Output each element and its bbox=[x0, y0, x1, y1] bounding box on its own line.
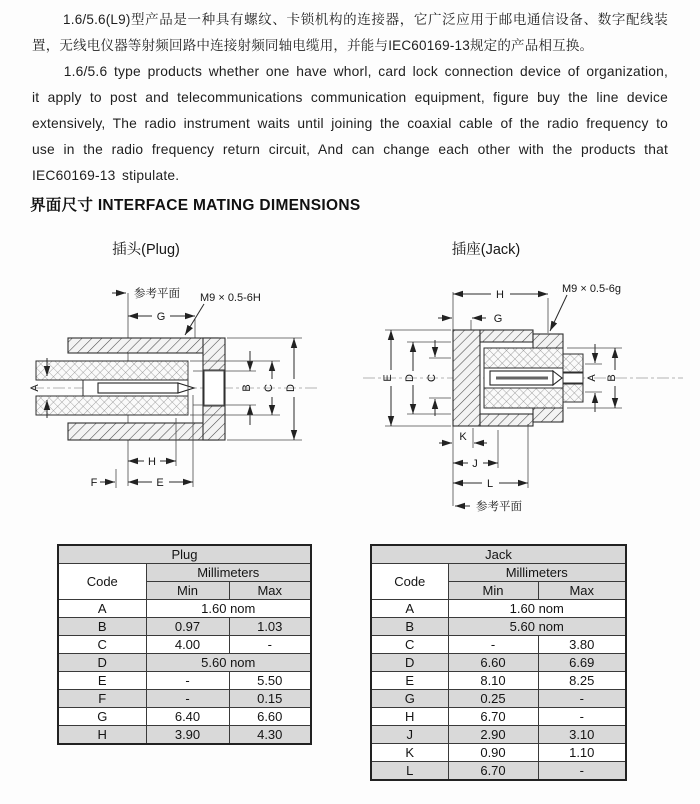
jack-drawing bbox=[358, 278, 688, 518]
table-row bbox=[58, 708, 311, 726]
plug-front-opening bbox=[204, 370, 224, 406]
jack-dim-K bbox=[439, 428, 487, 448]
dim-max-cell: - bbox=[538, 708, 626, 726]
dim-code-cell: E bbox=[371, 672, 448, 690]
plug-dim-h-label: H bbox=[148, 456, 156, 468]
jack-dim-H bbox=[453, 289, 548, 333]
jack-dim-k-label: K bbox=[459, 431, 467, 443]
plug-thread-label: M9 × 0.5-6H bbox=[200, 292, 261, 304]
plug-dim-b-label: B bbox=[241, 384, 253, 392]
dim-code-cell: C bbox=[371, 636, 448, 654]
plug-center-pin bbox=[98, 383, 178, 393]
jack-thread-callout bbox=[550, 283, 621, 331]
dim-max-cell: 4.30 bbox=[229, 726, 311, 745]
jack-cable-conductor bbox=[563, 373, 583, 383]
dim-code-cell: A bbox=[58, 600, 146, 618]
jack-dim-l-label: L bbox=[486, 478, 494, 490]
intro-paragraph-cn: 1.6/5.6(L9)型产品是一种具有螺纹、卡锁机构的连接器，它广泛应用于邮电通信设备、数字配线装置，无线电仪器等射频回路中连接射频同轴电缆用，并能与IEC60169-13规定的产品相互换。 bbox=[32, 12, 668, 53]
table-row bbox=[371, 744, 626, 762]
jack-caption: 插座(Jack) bbox=[451, 242, 521, 258]
table-row bbox=[58, 654, 311, 672]
jack-cable-upper bbox=[563, 354, 583, 372]
dim-min-cell: 0.90 bbox=[448, 744, 538, 762]
jack-cable-lower bbox=[563, 384, 583, 402]
plug-dielectric-lower bbox=[36, 396, 188, 415]
dim-code-cell: D bbox=[371, 654, 448, 672]
jack-thread-label: M9 × 0.5-6g bbox=[562, 283, 622, 295]
jack-table-unit-row bbox=[371, 564, 626, 582]
plug-coupling-nut-top bbox=[68, 338, 218, 353]
plug-dim-a-label: A bbox=[29, 384, 41, 392]
dim-max-cell: 8.25 bbox=[538, 672, 626, 690]
plug-dielectric-upper bbox=[36, 361, 188, 380]
dim-max-cell: 3.10 bbox=[538, 726, 626, 744]
intro-paragraph-en: 1.6/5.6 type products whether one have whorl, card lock connection device of organization, it apply to post and telecommunications communication equipment, figure buy the line device extensively, The radio instrument waits until joining the coaxial cable of the radio frequency to use in the radio frequency return circuit, And can change each other with the products that IEC60169-13 stipulate. bbox=[32, 64, 668, 183]
jack-table-head bbox=[371, 545, 626, 600]
table-row bbox=[58, 672, 311, 690]
dim-nominal-cell: 5.60 nom bbox=[448, 618, 626, 636]
dim-min-cell: - bbox=[146, 690, 229, 708]
table-row bbox=[371, 672, 626, 690]
jack-table-body bbox=[371, 600, 626, 781]
plug-dim-c-label: C bbox=[263, 384, 275, 392]
plug-thread-callout bbox=[185, 292, 261, 335]
table-row bbox=[371, 618, 626, 636]
table-row bbox=[58, 636, 311, 654]
dim-max-cell: 0.15 bbox=[229, 690, 311, 708]
jack-dim-d-label: D bbox=[404, 374, 416, 382]
jack-reference-plane-label: 参考平面 bbox=[476, 501, 522, 513]
dim-min-cell: 6.40 bbox=[146, 708, 229, 726]
dim-code-cell: H bbox=[58, 726, 146, 745]
table-row bbox=[58, 690, 311, 708]
plug-min-header: Min bbox=[146, 582, 229, 600]
dim-min-cell: - bbox=[448, 636, 538, 654]
table-row bbox=[371, 690, 626, 708]
jack-body bbox=[453, 330, 583, 426]
dim-max-cell: 1.03 bbox=[229, 618, 311, 636]
dim-max-cell: 3.80 bbox=[538, 636, 626, 654]
plug-dim-e-label: E bbox=[156, 477, 164, 488]
dim-min-cell: 6.70 bbox=[448, 708, 538, 726]
plug-table-head bbox=[58, 545, 311, 600]
jack-dim-h-label: H bbox=[496, 289, 504, 301]
jack-table bbox=[370, 544, 627, 781]
plug-max-header: Max bbox=[229, 582, 311, 600]
dim-code-cell: L bbox=[371, 762, 448, 781]
plug-table-title-row bbox=[58, 545, 311, 564]
plug-dim-g-label: G bbox=[156, 311, 166, 323]
table-row bbox=[371, 636, 626, 654]
section-heading-cn: 界面尺寸 bbox=[30, 197, 94, 214]
dim-max-cell: - bbox=[538, 762, 626, 781]
jack-dielectric-lower bbox=[484, 388, 563, 408]
plug-body bbox=[36, 338, 225, 440]
plug-unit-header: Millimeters bbox=[146, 564, 311, 582]
table-row bbox=[371, 762, 626, 781]
jack-dim-a-label: A bbox=[586, 374, 598, 382]
dim-max-cell: - bbox=[538, 690, 626, 708]
jack-shell-top bbox=[480, 330, 533, 342]
plug-coupling-nut-bottom bbox=[68, 423, 218, 440]
jack-shell-bottom bbox=[480, 414, 533, 426]
dim-max-cell: 5.50 bbox=[229, 672, 311, 690]
dim-code-cell: B bbox=[58, 618, 146, 636]
dim-min-cell: - bbox=[146, 672, 229, 690]
dim-nominal-cell: 5.60 nom bbox=[146, 654, 311, 672]
dim-min-cell: 0.97 bbox=[146, 618, 229, 636]
dim-min-cell: 8.10 bbox=[448, 672, 538, 690]
dim-code-cell: H bbox=[371, 708, 448, 726]
table-row bbox=[58, 600, 311, 618]
dim-code-cell: C bbox=[58, 636, 146, 654]
jack-dielectric-upper bbox=[484, 348, 563, 368]
dim-max-cell: - bbox=[229, 636, 311, 654]
dim-min-cell: 4.00 bbox=[146, 636, 229, 654]
jack-table-title: Jack bbox=[371, 545, 626, 564]
plug-drawing bbox=[28, 283, 338, 488]
dim-min-cell: 2.90 bbox=[448, 726, 538, 744]
dim-code-cell: E bbox=[58, 672, 146, 690]
dim-code-cell: D bbox=[58, 654, 146, 672]
table-row bbox=[371, 726, 626, 744]
dim-code-cell: A bbox=[371, 600, 448, 618]
jack-dim-e-label: E bbox=[382, 374, 394, 382]
jack-table-title-row bbox=[371, 545, 626, 564]
dim-max-cell: 6.69 bbox=[538, 654, 626, 672]
jack-min-header: Min bbox=[448, 582, 538, 600]
jack-max-header: Max bbox=[538, 582, 626, 600]
jack-dim-g-label: G bbox=[493, 313, 503, 325]
jack-dim-G bbox=[438, 313, 502, 332]
jack-dim-c-label: C bbox=[426, 374, 438, 382]
section-heading-en: INTERFACE MATING DIMENSIONS bbox=[97, 197, 361, 214]
dim-code-cell: B bbox=[371, 618, 448, 636]
jack-dim-b-label: B bbox=[606, 374, 618, 382]
plug-dim-f-label: F bbox=[90, 477, 98, 488]
dim-code-cell: G bbox=[371, 690, 448, 708]
table-row bbox=[371, 654, 626, 672]
dim-max-cell: 1.10 bbox=[538, 744, 626, 762]
dim-code-cell: G bbox=[58, 708, 146, 726]
dim-code-cell: J bbox=[371, 726, 448, 744]
table-row bbox=[58, 726, 311, 745]
plug-table-title: Plug bbox=[58, 545, 311, 564]
dim-code-cell: F bbox=[58, 690, 146, 708]
jack-reference-plane bbox=[455, 499, 522, 513]
jack-unit-header: Millimeters bbox=[448, 564, 626, 582]
dim-min-cell: 6.60 bbox=[448, 654, 538, 672]
jack-code-header: Code bbox=[371, 564, 448, 600]
dim-nominal-cell: 1.60 nom bbox=[146, 600, 311, 618]
plug-table-unit-row bbox=[58, 564, 311, 582]
plug-dim-F bbox=[91, 469, 116, 488]
dim-min-cell: 3.90 bbox=[146, 726, 229, 745]
table-row bbox=[58, 618, 311, 636]
dim-min-cell: 0.25 bbox=[448, 690, 538, 708]
dim-max-cell: 6.60 bbox=[229, 708, 311, 726]
plug-table-body bbox=[58, 600, 311, 745]
jack-dim-j-label: J bbox=[472, 458, 478, 470]
plug-reference-plane-label: 参考平面 bbox=[134, 288, 180, 300]
dim-code-cell: K bbox=[371, 744, 448, 762]
plug-caption: 插头(Plug) bbox=[112, 242, 180, 258]
plug-table bbox=[57, 544, 312, 745]
table-row bbox=[371, 708, 626, 726]
jack-flange bbox=[453, 330, 480, 426]
table-row bbox=[371, 600, 626, 618]
plug-dim-d-label: D bbox=[285, 384, 297, 392]
plug-code-header: Code bbox=[58, 564, 146, 600]
dim-nominal-cell: 1.60 nom bbox=[448, 600, 626, 618]
dim-min-cell: 6.70 bbox=[448, 762, 538, 781]
section-heading bbox=[30, 193, 361, 215]
